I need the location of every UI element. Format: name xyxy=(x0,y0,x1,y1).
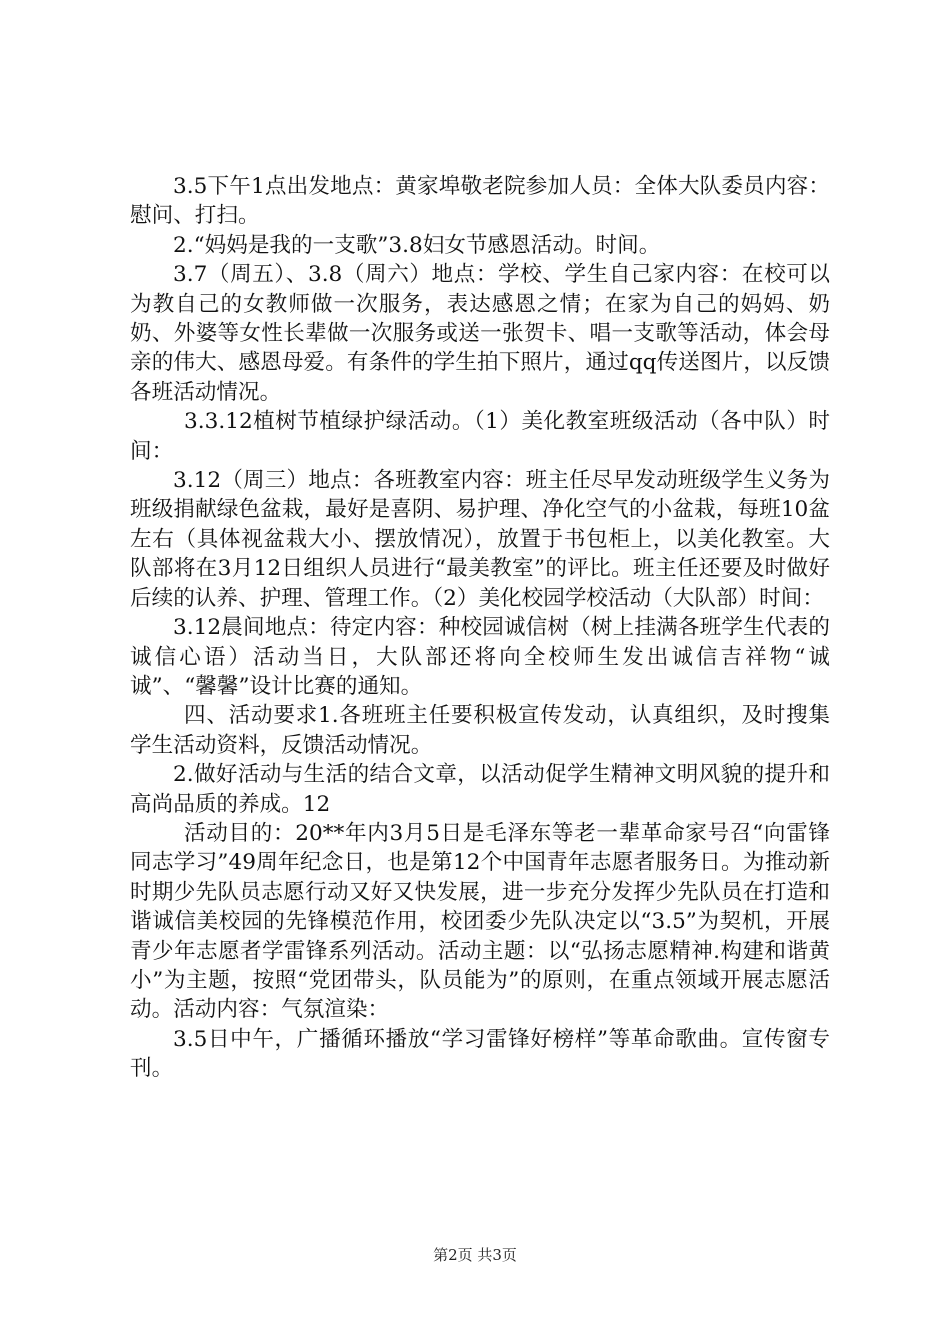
paragraph-integrity-tree: 3.12晨间地点：待定内容：种校园诚信树（树上挂满各班学生代表的诚信心语）活动当日，大队部还将向全校师生发出诚信吉祥物“诚诚”、“馨馨”设计比赛的通知。 xyxy=(130,615,830,699)
paragraph-purpose: 活动目的：20**年内3月5日是毛泽东等老一辈革命家号召“向雷锋同志学习”49周年纪念日，也是第12个中国青年志愿者服务日。为推动新时期少先队员志愿行动又好又快发展，进一步充分发挥少先队员在打造和谐诚信美校园的先锋模范作用，校团委少先队决定以“3.5”为契机，开展青少年志愿者学雷锋系列活动。活动主题：以“弘扬志愿精神.构建和谐黄小”为主题，按照“党团带头，队员能为”的原则，在重点领域开展志愿活动。活动内容：气氛渲染： xyxy=(130,820,830,1023)
paragraph-arbor-day: 3.3.12植树节植绿护绿活动。（1）美化教室班级活动（各中队）时间： xyxy=(130,409,830,464)
paragraph-mothers-song: 2.“妈妈是我的一支歌”3.8妇女节感恩活动。时间。 xyxy=(173,232,661,258)
paragraph-visit-elderly: 3.5下午1点出发地点：黄家埠敬老院参加人员：全体大队委员内容：慰问、打扫。 xyxy=(130,174,830,229)
paragraph-classroom-plants: 3.12（周三）地点：各班教室内容：班主任尽早发动班级学生义务为班级捐献绿色盆栽，最好是喜阴、易护理、净化空气的小盆栽，每班10盆左右（具体视盆栽大小、摆放情况），放置于书包柜上，以美化教室。大队部将在3月12日组织人员进行“最美教室”的评比。班主任还要及时做好后续的认养、护理、管理工作。（2）美化校园学校活动（大队部）时间： xyxy=(130,468,830,611)
document-body xyxy=(130,172,830,1084)
paragraph-requirements: 四、活动要求1.各班班主任要积极宣传发动，认真组织，及时搜集学生活动资料，反馈活动情况。 xyxy=(130,703,830,758)
paragraph-requirement-2: 2.做好活动与生活的结合文章，以活动促学生精神文明风貌的提升和高尚品质的养成。12 xyxy=(130,762,830,817)
paragraph-womens-day: 3.7（周五）、3.8（周六）地点：学校、学生自己家内容：在校可以为教自己的女教师做一次服务，表达感恩之情；在家为自己的妈妈、奶奶、外婆等女性长辈做一次服务或送一张贺卡、唱一支歌等活动，体会母亲的伟大、感恩母爱。有条件的学生拍下照片，通过qq传送图片，以反馈各班活动情况。 xyxy=(130,262,830,405)
page-footer: 第2页 共3页 xyxy=(433,1246,517,1264)
paragraph-broadcast: 3.5日中午，广播循环播放“学习雷锋好榜样”等革命歌曲。宣传窗专刊。 xyxy=(130,1026,830,1082)
